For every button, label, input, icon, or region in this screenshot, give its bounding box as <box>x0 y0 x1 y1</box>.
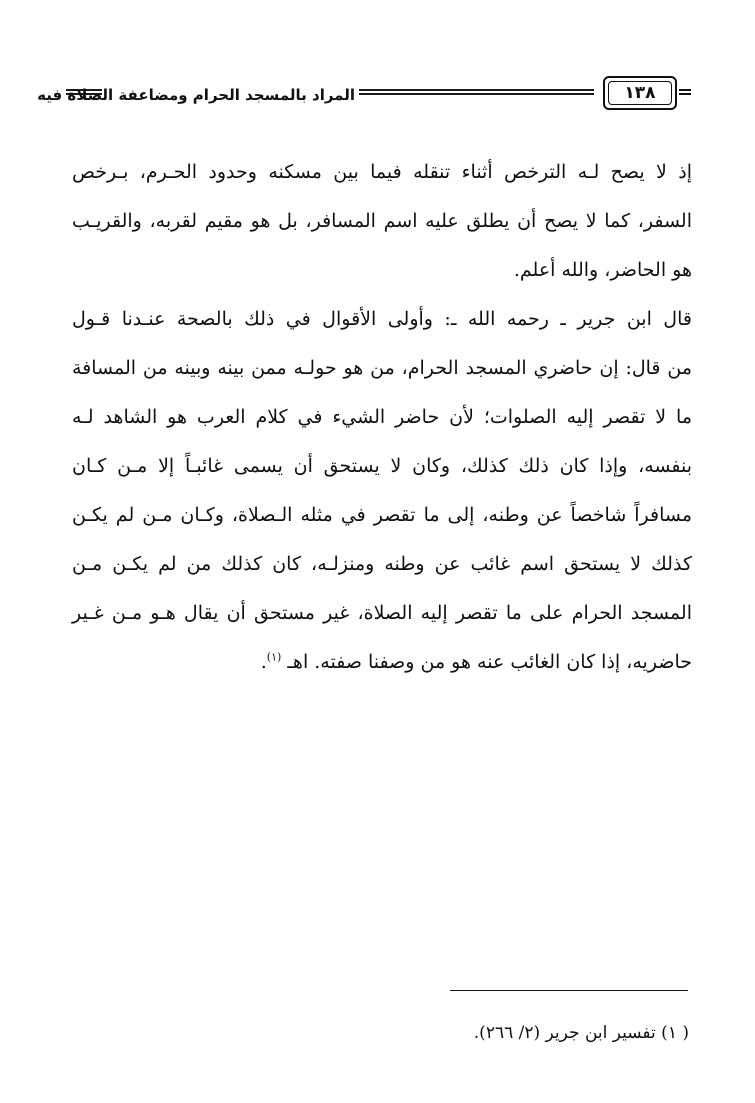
text-line-content: حاضريه، إذا كان الغائب عنه هو من وصفنا صفته. اهـ <box>287 651 692 673</box>
text-line: كذلك لا يستحق اسم غائب عن وطنه ومنزلـه، كان كذلك من لم يكـن مـن <box>72 553 692 575</box>
text-line: بنفسه، وإذا كان ذلك كذلك، وكان لا يستحق أن يسمى غائبـاً إلا مـن كـان <box>72 455 692 477</box>
footnote-marker: (١) <box>266 650 282 664</box>
final-period: . <box>260 651 267 673</box>
running-title: المراد بالمسجد الحرام ومضاعفة الصلاة فيه <box>37 86 355 104</box>
text-line: من قال: إن حاضري المسجد الحرام، من هو حولـه ممن بينه وبينه من المسافة <box>72 357 692 379</box>
text-line: هو الحاضر، والله أعلم. <box>513 259 692 281</box>
text-line: ما لا تقصر إليه الصلوات؛ لأن حاضر الشيء في كلام العرب هو الشاهد لـه <box>72 406 692 428</box>
header-rule-center <box>359 89 594 99</box>
page-number: ١٣٨ <box>608 81 672 105</box>
main-text <box>72 148 692 687</box>
footnote-separator <box>450 990 688 991</box>
text-line: السفر، كما لا يصح أن يطلق عليه اسم المسافر، بل هو مقيم لقربه، والقريـب <box>72 210 692 232</box>
text-line: مسافراً شاخصاً عن وطنه، إلى ما تقصر في مثله الـصلاة، وكـان مـن لم يكـن <box>72 504 692 526</box>
footnote-text: ( ١) تفسير ابن جرير (٢/ ٢٦٦). <box>473 1023 689 1043</box>
text-line-final <box>72 638 692 687</box>
page-number-frame <box>603 76 677 110</box>
page-header <box>37 73 686 113</box>
text-line: إذ لا يصح لـه الترخص أثناء تنقله فيما بين مسكنه وحدود الحـرم، بـرخص <box>72 161 692 183</box>
text-line: المسجد الحرام على ما تقصر إليه الصلاة، غير مستحق أن يقال هـو مـن غـير <box>72 602 692 624</box>
header-rule-right <box>679 89 691 99</box>
text-line: قال ابن جرير ـ رحمه الله ـ: وأولى الأقوال في ذلك بالصحة عنـدنا قـول <box>72 308 692 330</box>
